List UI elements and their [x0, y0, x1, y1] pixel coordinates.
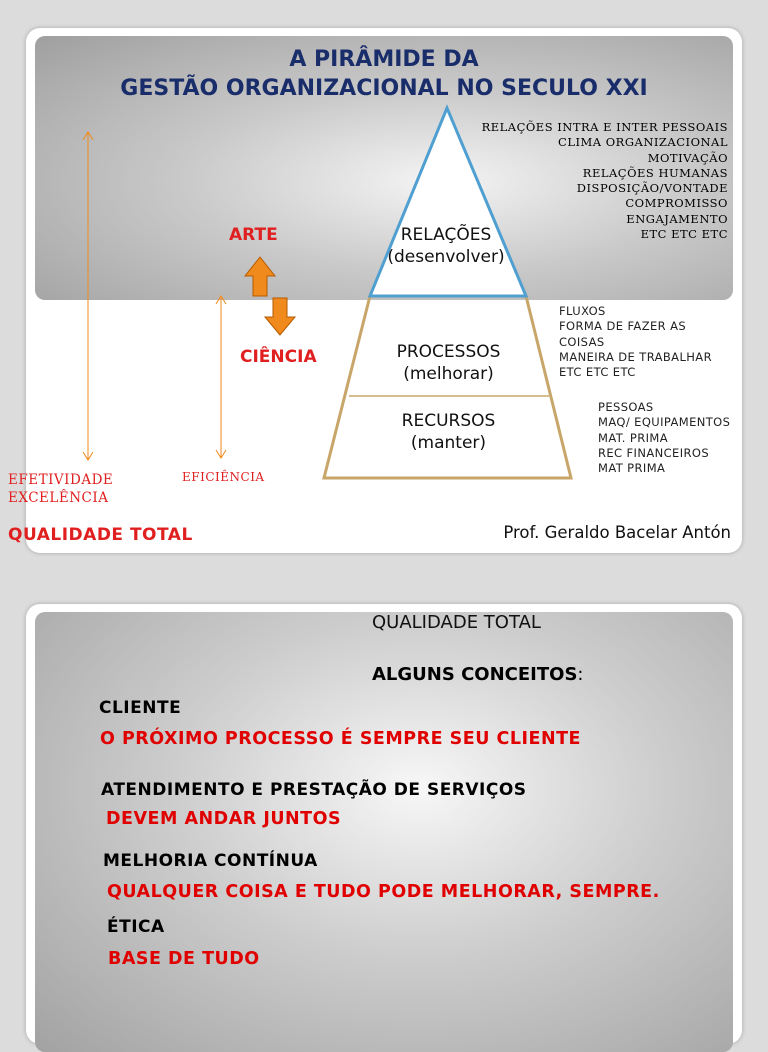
pyramid-mid-title: PROCESSOS [396, 342, 501, 362]
pyramid-top-subtitle: (desenvolver) [387, 247, 505, 267]
processos-item: MANEIRA DE TRABALHAR [559, 349, 712, 364]
concept-term: CLIENTE [99, 698, 182, 718]
slide2-subheading-text: ALGUNS CONCEITOS [372, 664, 578, 685]
excelencia-label: EXCELÊNCIA [8, 490, 109, 506]
pyramid-top-title: RELAÇÕES [400, 225, 492, 245]
slide-piramide [8, 28, 742, 553]
recursos-item: REC FINANCEIROS [598, 445, 710, 460]
slide-title-line1: A PIRÂMIDE DA [289, 47, 479, 72]
pyramid-top-label [371, 224, 521, 268]
ciencia-down-arrow [265, 298, 295, 335]
processos-item: ETC ETC ETC [559, 365, 636, 380]
relacoes-item: RELAÇÕES INTRA E INTER PESSOAIS [481, 120, 728, 134]
recursos-item: MAQ/ EQUIPAMENTOS [598, 415, 731, 430]
pyramid-bottom-subtitle: (manter) [410, 433, 487, 453]
processos-item: COISAS [559, 334, 605, 349]
processos-item: FLUXOS [559, 304, 606, 318]
slide-qualidade-total [26, 604, 742, 1044]
pyramid-mid-label [371, 341, 526, 385]
concept-definition: DEVEM ANDAR JUNTOS [106, 809, 342, 829]
slide2-subheading-colon: : [577, 664, 584, 685]
author-credit: Prof. Geraldo Bacelar Antón [503, 523, 731, 542]
concept-term: MELHORIA CONTÍNUA [103, 851, 318, 871]
recursos-item: PESSOAS [598, 400, 654, 414]
eficiencia-label: EFICIÊNCIA [182, 470, 265, 484]
efetividade-range-arrow [83, 132, 93, 460]
recursos-item: MAT. PRIMA [598, 430, 668, 445]
relacoes-item: ENGAJAMENTO [626, 211, 728, 226]
eficiencia-range-arrow [216, 296, 226, 458]
relacoes-item: ETC ETC ETC [640, 227, 728, 242]
relacoes-item: DISPOSIÇÃO/VONTADE [576, 181, 728, 196]
slide2-heading: QUALIDADE TOTAL [372, 612, 541, 633]
relacoes-item: RELAÇÕES HUMANAS [582, 165, 728, 180]
concept-definition: QUALQUER COISA E TUDO PODE MELHORAR, SEMPRE. [107, 882, 660, 902]
efetividade-label: EFETIVIDADE [8, 472, 114, 488]
arte-up-arrow [245, 257, 275, 296]
relacoes-item: COMPROMISSO [625, 196, 728, 211]
processos-list [559, 304, 712, 380]
recursos-item: MAT PRIMA [598, 461, 666, 476]
concept-definition: O PRÓXIMO PROCESSO É SEMPRE SEU CLIENTE [100, 729, 582, 749]
concept-term: ATENDIMENTO E PRESTAÇÃO DE SERVIÇOS [101, 780, 527, 800]
pyramid-bottom-title: RECURSOS [401, 411, 496, 431]
pyramid-bottom-label [371, 410, 526, 454]
arte-label: ARTE [229, 225, 278, 245]
relacoes-item: CLIMA ORGANIZACIONAL [558, 135, 728, 150]
slide2-subheading [372, 664, 584, 685]
processos-item: FORMA DE FAZER AS [559, 319, 687, 334]
slide-title-line2: GESTÃO ORGANIZACIONAL NO SECULO XXI [120, 76, 648, 101]
qualidade-total-label: QUALIDADE TOTAL [8, 525, 193, 545]
relacoes-item: MOTIVAÇÃO [647, 150, 728, 165]
concept-definition: BASE DE TUDO [108, 949, 260, 969]
concept-term: ÉTICA [107, 917, 165, 937]
ciencia-label: CIÊNCIA [240, 347, 317, 367]
pyramid-mid-subtitle: (melhorar) [403, 364, 494, 384]
recursos-list [598, 400, 730, 476]
